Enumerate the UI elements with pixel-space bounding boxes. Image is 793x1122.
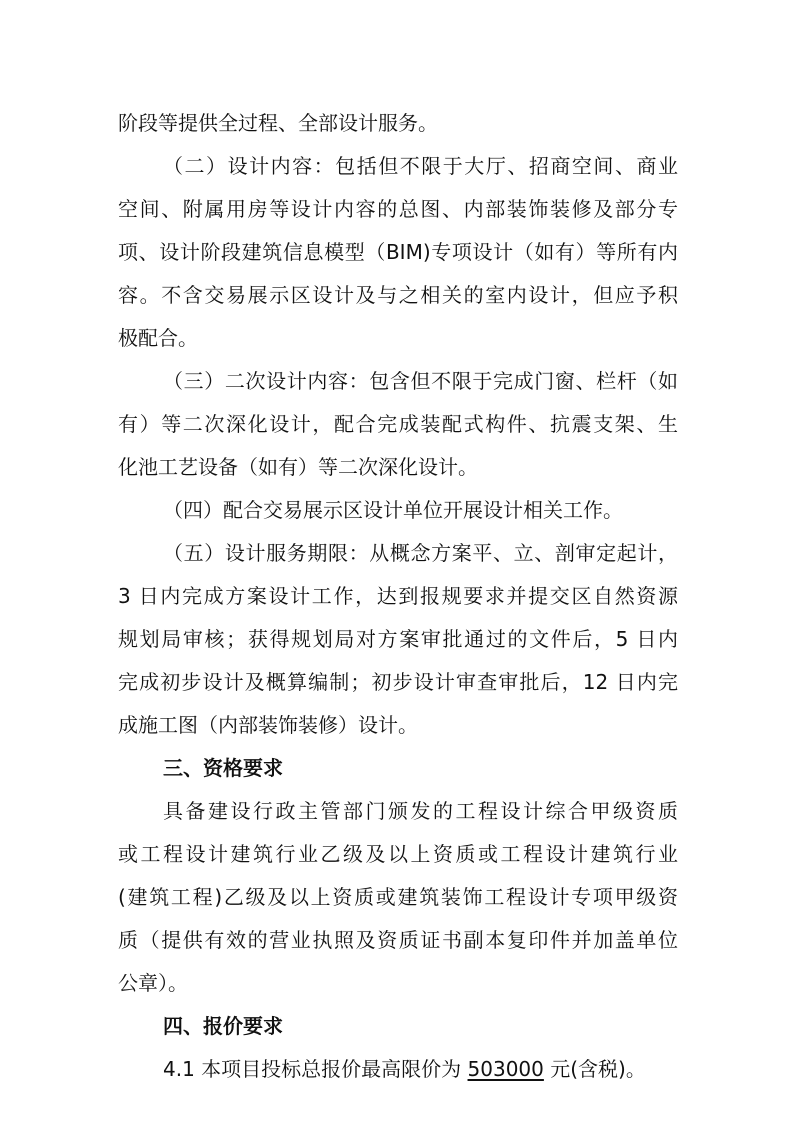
paragraph-line: 容。不含交易展示区设计及与之相关的室内设计，但应予积 [118, 283, 678, 307]
section-heading: 四、报价要求 [163, 1014, 283, 1038]
paragraph-line: 空间、附属用房等设计内容的总图、内部装饰装修及部分专 [118, 197, 678, 221]
paragraph-line: （四）配合交易展示区设计单位开展设计相关工作。 [163, 498, 623, 522]
price-suffix: 元(含税)。 [543, 1057, 646, 1081]
price-line [163, 1051, 678, 1087]
paragraph-line: （二）设计内容：包括但不限于大厅、招商空间、商业 [163, 154, 678, 178]
paragraph-line: 阶段等提供全过程、全部设计服务。 [118, 111, 438, 135]
paragraph-line: 质（提供有效的营业执照及资质证书副本复印件并加盖单位 [118, 928, 678, 952]
paragraph-line: (建筑工程)乙级及以上资质或建筑装饰工程设计专项甲级资 [118, 885, 678, 909]
paragraph-line: 规划局审核；获得规划局对方案审批通过的文件后，5 日内 [118, 627, 678, 651]
paragraph-line: 或工程设计建筑行业乙级及以上资质或工程设计建筑行业 [118, 842, 678, 866]
paragraph-line: 公章）。 [118, 971, 188, 995]
paragraph-line: 完成初步设计及概算编制；初步设计审查审批后，12 日内完 [118, 670, 678, 694]
paragraph-line: 具备建设行政主管部门颁发的工程设计综合甲级资质 [163, 799, 678, 823]
paragraph-line: （五）设计服务期限：从概念方案平、立、剖审定起计， [163, 541, 678, 565]
paragraph-line: 3 日内完成方案设计工作，达到报规要求并提交区自然资源 [118, 584, 678, 608]
paragraph-line: 化池工艺设备（如有）等二次深化设计。 [118, 455, 478, 479]
section-heading: 三、资格要求 [163, 756, 283, 780]
paragraph-line: 项、设计阶段建筑信息模型（BIM)专项设计（如有）等所有内 [118, 240, 678, 264]
paragraph-line: （三）二次设计内容：包含但不限于完成门窗、栏杆（如 [163, 369, 678, 393]
price-prefix: 4.1 本项目投标总报价最高限价为 [163, 1057, 468, 1081]
price-amount: 503000 [467, 1057, 544, 1081]
paragraph-line: 成施工图（内部装饰装修）设计。 [118, 713, 418, 737]
paragraph-line: 有）等二次深化设计，配合完成装配式构件、抗震支架、生 [118, 412, 678, 436]
paragraph-line: 极配合。 [118, 326, 198, 350]
